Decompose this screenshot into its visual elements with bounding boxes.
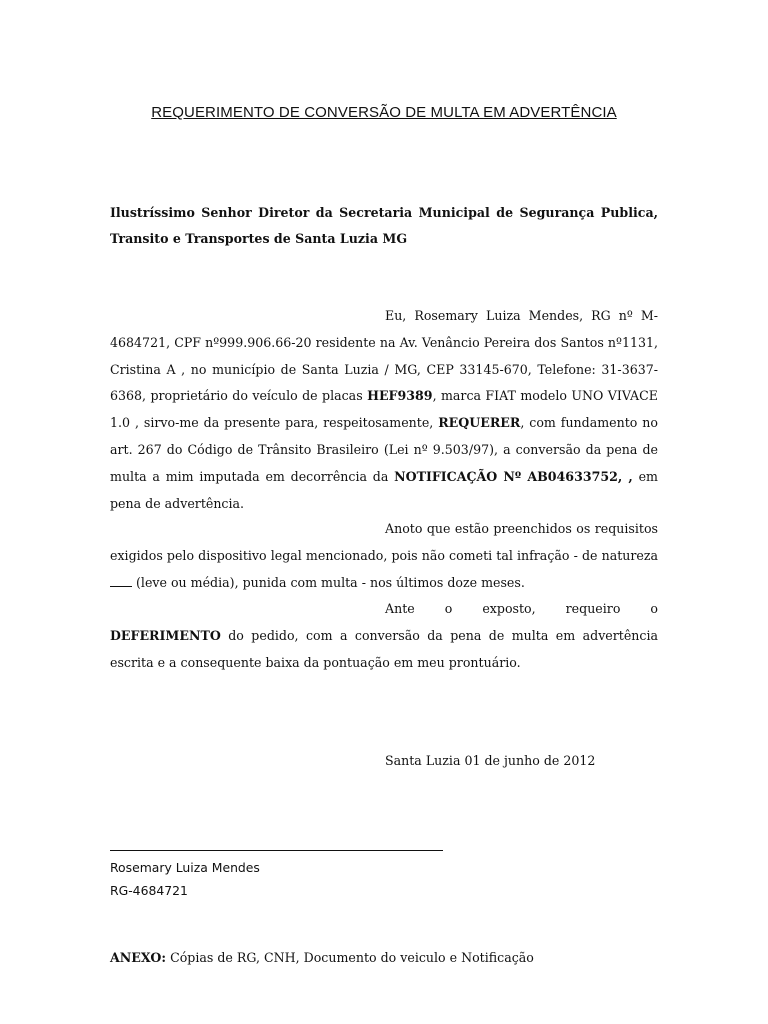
document-title: REQUERIMENTO DE CONVERSÃO DE MULTA EM ADVERTÊNCIA	[151, 104, 617, 121]
vehicle-plate: HEF9389	[367, 388, 433, 404]
requirements-text-1: Anoto que estão preenchidos os requisitos exigidos pelo dispositivo legal mencionado, pois não cometi tal infração - de natureza	[110, 521, 658, 563]
request-text-3: , com fundamento no art. 267 do Código de Trânsito Brasileiro (Lei nº 9.503/97), a conversão da pena de multa a mim imputada em decorrência da	[110, 415, 658, 484]
annex-text: Cópias de RG, CNH, Documento do veiculo e Notificação	[166, 950, 534, 965]
conclusion-text-2: do pedido, com a conversão da pena de multa em advertência escrita e a consequente baixa da pontuação em meu prontuário.	[110, 627, 658, 670]
conclusion-text-1: Ante o exposto, requeiro o	[385, 601, 658, 616]
signature-line	[110, 850, 443, 851]
paragraph-request	[110, 303, 658, 517]
request-text-4: em pena de advertência.	[110, 468, 659, 511]
paragraph-conclusion	[110, 596, 658, 676]
place-and-date: Santa Luzia 01 de junho de 2012	[385, 753, 596, 768]
requerer-keyword: REQUERER	[438, 415, 521, 431]
blank-line	[110, 586, 132, 587]
request-text-1: Eu, Rosemary Luiza Mendes, RG nº M-4684721, CPF nº999.906.66-20 residente na Av. Venâncio Pereira dos Santos nº1131, Cristina A , no município de Santa Luzia / MG, CEP 33145-670, Telefone: 31-3637-6368, proprietário do veículo de placas	[110, 308, 658, 404]
annex	[110, 950, 534, 965]
signer-name: Rosemary Luiza Mendes	[110, 860, 260, 875]
notification-number: NOTIFICAÇÃO Nº AB04633752, ,	[394, 468, 633, 484]
deferimento-keyword: DEFERIMENTO	[110, 627, 221, 643]
addressee: Ilustríssimo Senhor Diretor da Secretaria Municipal de Segurança Publica, Transito e Transportes de Santa Luzia MG	[110, 205, 658, 246]
annex-label: ANEXO:	[110, 950, 167, 965]
request-text-2: , marca FIAT modelo UNO VIVACE 1.0 , sirvo-me da presente para, respeitosamente,	[110, 388, 658, 431]
paragraph-requirements	[110, 516, 658, 596]
signer-rg: RG-4684721	[110, 883, 188, 898]
requirements-text-2: (leve ou média), punida com multa - nos últimos doze meses.	[132, 574, 525, 590]
